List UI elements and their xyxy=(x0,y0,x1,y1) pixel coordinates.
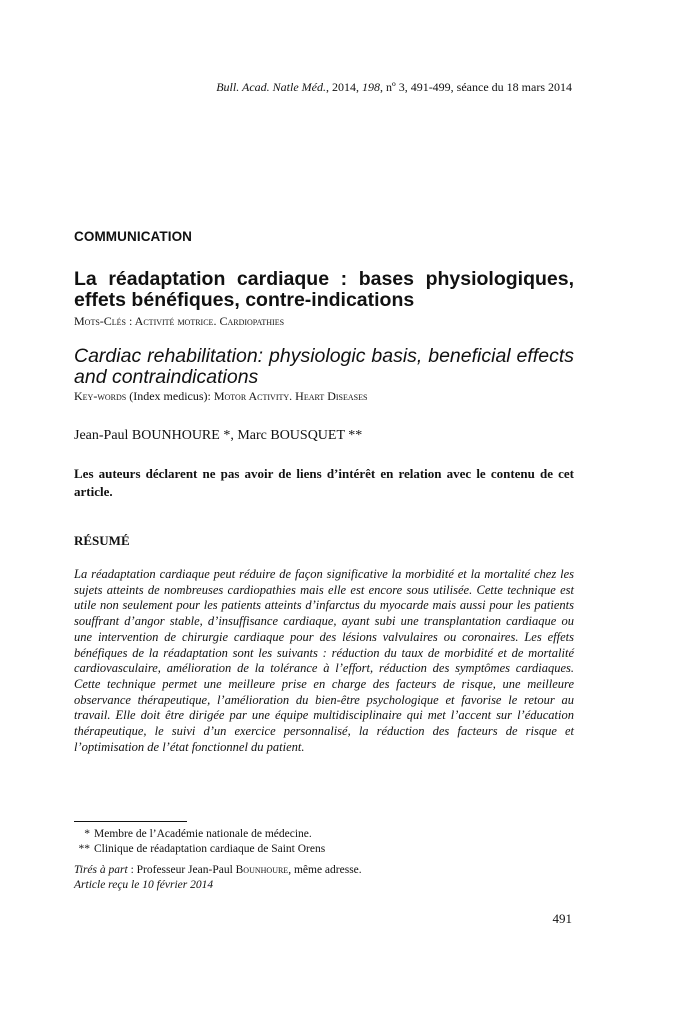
received-date: Article reçu le 10 février 2014 xyxy=(74,879,214,891)
author-list: Jean-Paul BOUNHOURE *, Marc BOUSQUET ** xyxy=(74,428,363,443)
journal-issue-session: , nº 3, 491-499, séance du 18 mars 2014 xyxy=(379,80,572,94)
running-header xyxy=(0,80,572,95)
article-title-french: La réadaptation cardiaque : bases physiologiques, effets bénéfiques, contre-indications xyxy=(74,268,574,311)
reprints-prefix: : Professeur Jean-Paul xyxy=(127,864,236,876)
keywords-english-terms: Motor Activity. Heart Diseases xyxy=(213,389,368,403)
keywords-english-source: (Index medicus): xyxy=(126,389,214,403)
page-number: 491 xyxy=(552,911,572,926)
reprints-label: Tirés à part xyxy=(74,864,128,876)
section-label: COMMUNICATION xyxy=(74,229,193,244)
footnote-item xyxy=(74,827,325,842)
reprints-suffix: , même adresse. xyxy=(288,864,362,876)
footnote-divider xyxy=(74,821,187,822)
keywords-french: Mots-Clés : Activité motrice. Cardiopathies xyxy=(74,314,285,328)
article-title-english: Cardiac rehabilitation: physiologic basis, beneficial effects and contraindications xyxy=(74,345,574,388)
journal-volume: 198 xyxy=(361,80,380,94)
footnote-item xyxy=(74,842,325,857)
footnote-text: Membre de l’Académie nationale de médecine. xyxy=(94,828,312,840)
footnote-mark: * xyxy=(84,828,90,840)
keywords-english-label: Key-words xyxy=(74,389,127,403)
reprints-name: Bounhoure xyxy=(235,864,289,876)
reprints-line xyxy=(74,863,362,878)
resume-heading: RÉSUMÉ xyxy=(74,533,130,548)
abstract-text: La réadaptation cardiaque peut réduire de façon significative la morbidité et la mortalité chez les sujets atteints de nombreuses cardiopathies mais elle est encore sous utilisée. Cette technique est utile non seulement pour les patients atteints d’infarctus du myocarde mais aussi pour les patients souffrant d’angor stable, d’insuffisance cardiaque, ayant subi une transplantation cardiaque ou une intervention de chirurgie cardiaque pour des lésions valvulaires ou coronaires. Les effets bénéfiques de la réadaptation sont les suivants : réduction du taux de morbidité et de mortalité cardiovasculaire, amélioration de la tolérance à l’effort, réduction des symptômes cardiaques. Cette technique permet une meilleure prise en charge des facteurs de risque, une meilleure observance thérapeutique, l’amélioration du bien-être psychologique et favorise le retour au travail. Elle doit être dirigée par une équipe multidisciplinaire qui met l’accent sur l’éducation thérapeutique, le suivi d’un exercice personnalisé, la réduction des facteurs de risque et l’optimisation de l’état fonctionnel du patient. xyxy=(74,567,574,754)
keywords-english xyxy=(74,389,367,404)
conflict-of-interest-statement: Les auteurs déclarent ne pas avoir de liens d’intérêt en relation avec le contenu de cet article. xyxy=(74,466,574,499)
correspondence-info xyxy=(74,863,362,893)
journal-year: , 2014, xyxy=(325,80,362,94)
journal-name: Bull. Acad. Natle Méd. xyxy=(216,80,326,94)
footnote-mark: ** xyxy=(78,843,90,855)
footnotes xyxy=(74,827,325,857)
footnote-text: Clinique de réadaptation cardiaque de Saint Orens xyxy=(94,843,326,855)
